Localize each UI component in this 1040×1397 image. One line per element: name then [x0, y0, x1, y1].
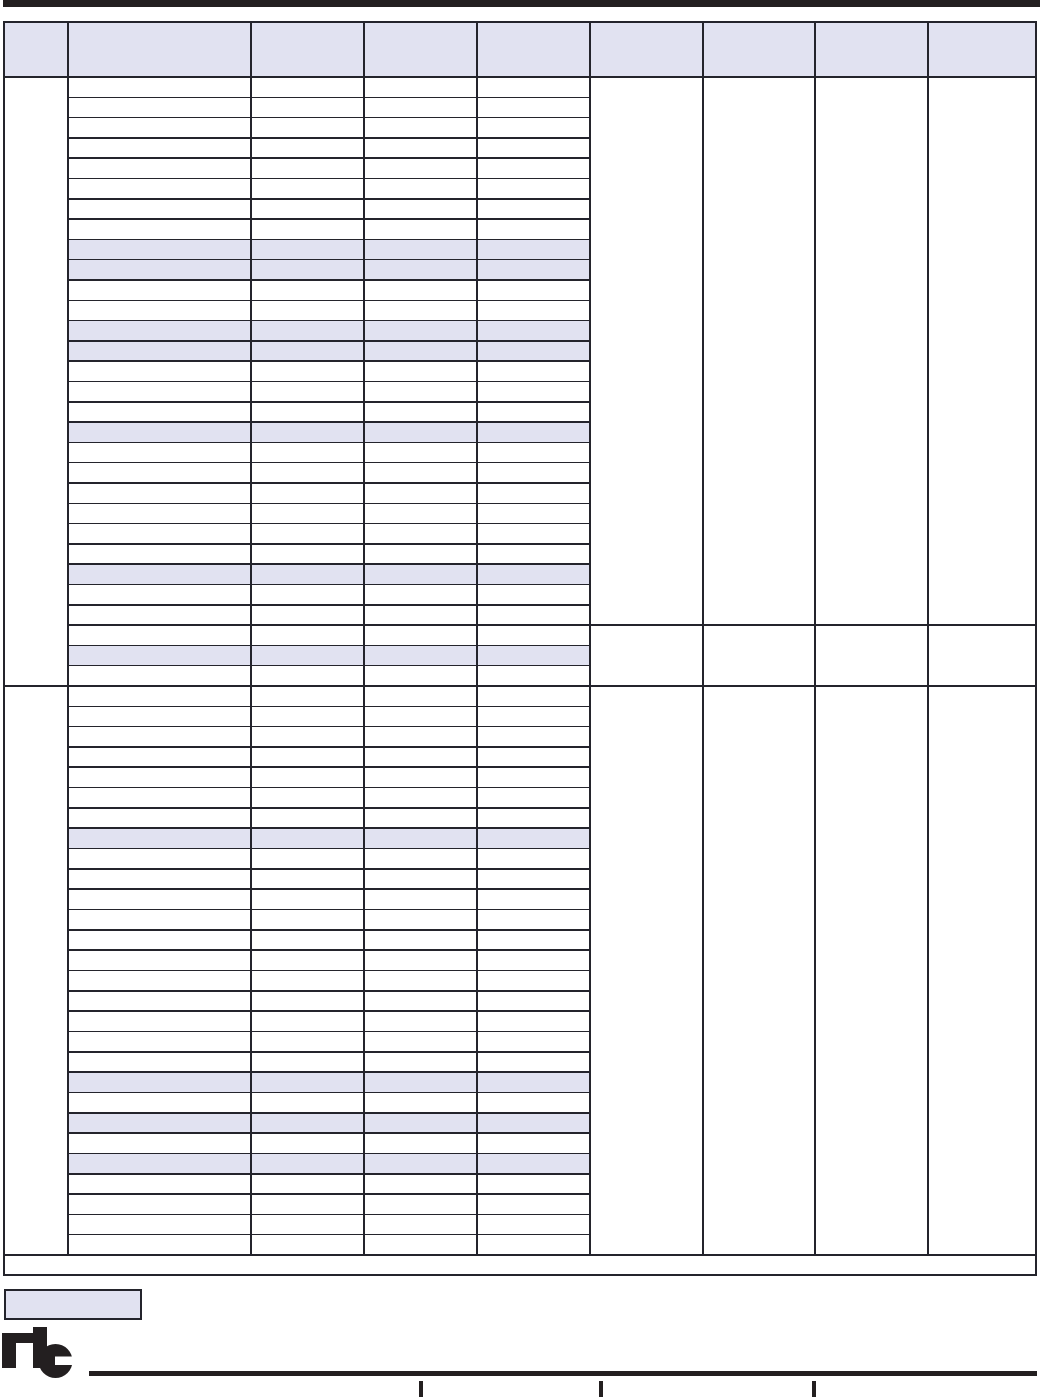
table-row	[68, 605, 590, 625]
header-divider	[5, 76, 1035, 78]
table-row	[68, 889, 590, 909]
row-line	[68, 1010, 590, 1012]
row-line	[68, 1071, 590, 1073]
table-row	[68, 463, 590, 483]
column-separator	[250, 23, 252, 1255]
merged-cell	[815, 686, 928, 1255]
page-tick-mark	[419, 1381, 423, 1397]
row-line	[68, 868, 590, 870]
table-row	[68, 625, 590, 645]
row-line	[68, 1092, 590, 1094]
merged-cell	[590, 686, 703, 1255]
table-row	[68, 1174, 590, 1194]
merged-cell	[928, 686, 1035, 1255]
row-line	[68, 543, 590, 545]
row-line	[68, 584, 590, 586]
column-separator	[702, 23, 704, 1255]
row-line	[68, 381, 590, 383]
table-row	[68, 300, 590, 320]
row-line	[68, 706, 590, 708]
table-row	[68, 950, 590, 970]
footer-divider	[5, 1254, 1035, 1256]
row-line	[68, 1173, 590, 1175]
column-separator	[589, 23, 591, 1255]
merged-cell	[815, 77, 928, 625]
table-row	[68, 179, 590, 199]
row-line	[68, 990, 590, 992]
table-row	[68, 666, 590, 686]
row-line	[68, 1234, 590, 1236]
row-line	[68, 462, 590, 464]
header-cell	[68, 23, 251, 77]
column-separator	[67, 23, 69, 1255]
header-cell	[815, 23, 928, 77]
merged-cell	[703, 625, 815, 686]
row-line	[68, 1051, 590, 1053]
row-line	[68, 645, 590, 647]
row-line	[68, 1031, 590, 1033]
row-line	[68, 827, 590, 829]
row-line	[68, 949, 590, 951]
header-cell	[364, 23, 477, 77]
table-row	[68, 402, 590, 422]
row-line	[68, 970, 590, 972]
row-line	[68, 624, 590, 626]
table-footer-strip	[5, 1255, 1035, 1274]
header-cell	[703, 23, 815, 77]
row-line	[68, 137, 590, 139]
table-row	[68, 1214, 590, 1234]
row-line	[68, 259, 590, 261]
column-separator	[476, 23, 478, 1255]
table-row	[68, 828, 590, 848]
table-row	[68, 706, 590, 726]
row-line	[68, 807, 590, 809]
row-line	[68, 157, 590, 159]
row-line	[68, 929, 590, 931]
row-line	[68, 279, 590, 281]
row-line	[68, 1132, 590, 1134]
row-line	[68, 360, 590, 362]
header-cell	[251, 23, 364, 77]
row-line	[68, 746, 590, 748]
row-line	[68, 482, 590, 484]
header-cell	[477, 23, 590, 77]
table-row	[68, 138, 590, 158]
row-line	[68, 300, 590, 302]
table-row	[68, 585, 590, 605]
table-row	[68, 361, 590, 381]
row-line	[68, 909, 590, 911]
row-line	[68, 239, 590, 241]
merged-cell	[928, 625, 1035, 686]
table-row	[68, 1072, 590, 1092]
table-row	[68, 483, 590, 503]
section-divider	[5, 685, 1035, 687]
table-row	[68, 544, 590, 564]
table-row	[68, 382, 590, 402]
row-line	[68, 503, 590, 505]
table-row	[68, 199, 590, 219]
row-line	[68, 198, 590, 200]
row-line	[68, 888, 590, 890]
row-line	[68, 726, 590, 728]
page-tick-mark	[812, 1381, 816, 1397]
row-line	[68, 97, 590, 99]
table-row	[68, 971, 590, 991]
table-row	[68, 503, 590, 523]
table-row	[68, 645, 590, 665]
table-row	[68, 564, 590, 584]
right-region-divider	[590, 624, 1035, 626]
row-line	[68, 1214, 590, 1216]
row-label-column	[5, 77, 68, 686]
page-tick-mark	[599, 1381, 603, 1397]
table-row	[68, 239, 590, 259]
column-separator	[927, 23, 929, 1255]
table-row	[68, 1153, 590, 1173]
table-row	[68, 686, 590, 706]
header-cell	[590, 23, 703, 77]
row-line	[68, 665, 590, 667]
table-row	[68, 1052, 590, 1072]
table-row	[68, 77, 590, 97]
table-row	[68, 1092, 590, 1112]
row-line	[68, 1193, 590, 1195]
row-line	[68, 563, 590, 565]
row-line	[68, 442, 590, 444]
table-row	[68, 991, 590, 1011]
table-row	[68, 727, 590, 747]
table-row	[68, 747, 590, 767]
table-row	[68, 849, 590, 869]
table-row	[68, 422, 590, 442]
row-line	[68, 218, 590, 220]
note-box	[4, 1289, 142, 1320]
table-row	[68, 910, 590, 930]
parts-table	[3, 21, 1037, 1276]
table-row	[68, 1235, 590, 1255]
table-row	[68, 158, 590, 178]
header-cell	[5, 23, 68, 77]
header-cell	[928, 23, 1035, 77]
table-row	[68, 808, 590, 828]
table-row	[68, 1133, 590, 1153]
table-row	[68, 869, 590, 889]
merged-cell	[703, 686, 815, 1255]
table-row	[68, 1194, 590, 1214]
table-row	[68, 442, 590, 462]
merged-cell	[928, 77, 1035, 625]
table-row	[68, 280, 590, 300]
row-line	[68, 604, 590, 606]
top-rule	[3, 0, 1040, 7]
row-line	[68, 178, 590, 180]
merged-cell	[590, 625, 703, 686]
table-row	[68, 219, 590, 239]
row-line	[68, 523, 590, 525]
bottom-rule	[89, 1371, 1037, 1376]
column-separator	[363, 23, 365, 1255]
table-row	[68, 788, 590, 808]
row-line	[68, 1112, 590, 1114]
table-row	[68, 930, 590, 950]
table-row	[68, 118, 590, 138]
row-line	[68, 421, 590, 423]
table-row	[68, 341, 590, 361]
row-line	[68, 1153, 590, 1155]
row-line	[68, 117, 590, 119]
table-row	[68, 321, 590, 341]
table-row	[68, 97, 590, 117]
table-row	[68, 1011, 590, 1031]
merged-cell	[703, 77, 815, 625]
row-line	[68, 401, 590, 403]
row-line	[68, 787, 590, 789]
row-line	[68, 848, 590, 850]
merged-cell	[815, 625, 928, 686]
column-separator	[814, 23, 816, 1255]
row-line	[68, 320, 590, 322]
nec-logo-glyphs	[2, 1327, 74, 1378]
row-line	[68, 766, 590, 768]
row-label-column	[5, 686, 68, 1255]
table-row	[68, 767, 590, 787]
merged-cell	[590, 77, 703, 625]
row-line	[68, 340, 590, 342]
table-row	[68, 524, 590, 544]
table-row	[68, 1031, 590, 1051]
nec-logo	[2, 1327, 74, 1379]
table-row	[68, 1113, 590, 1133]
table-row	[68, 260, 590, 280]
